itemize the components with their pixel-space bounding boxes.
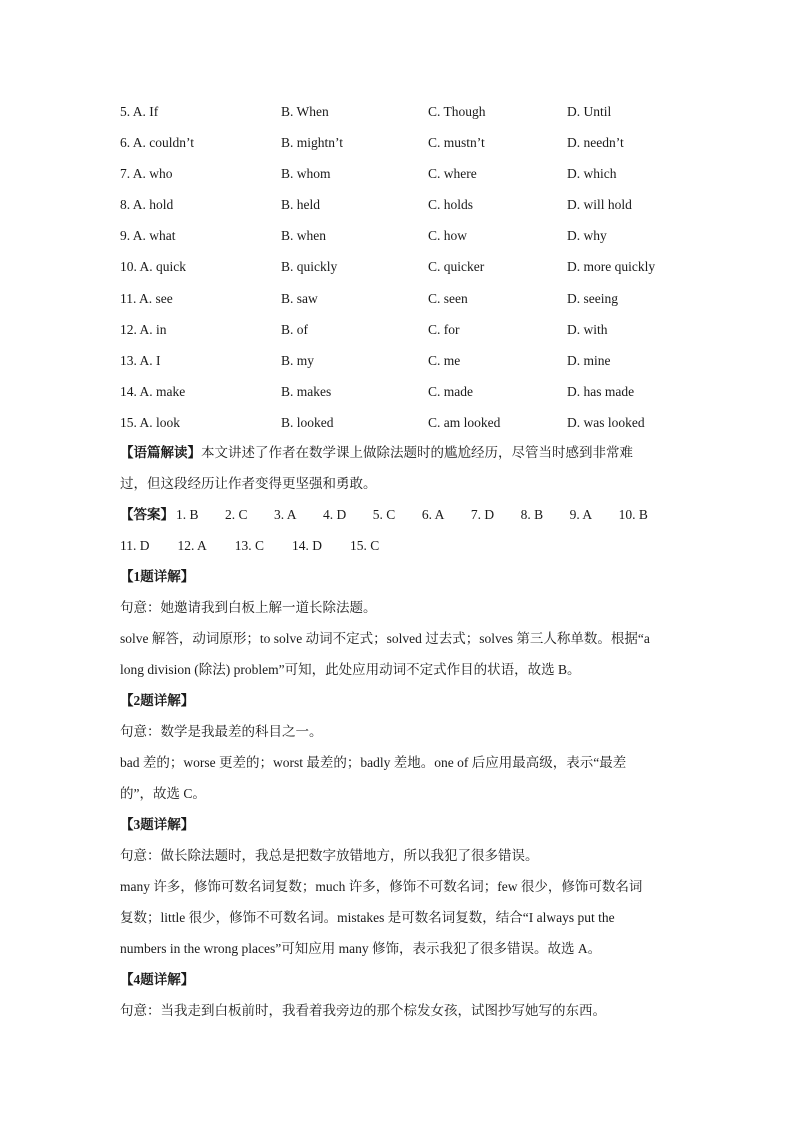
answer-item: 8. B [520, 507, 544, 522]
answer-item: 10. B [618, 507, 648, 522]
option-a: 6. A. couldn’t [120, 135, 194, 151]
explanation-3-line: numbers in the wrong places”可知应用 many 修饰，表示我犯了很多错误。故选 A。 [120, 941, 602, 956]
option-d: D. which [567, 166, 617, 182]
option-b: B. When [281, 104, 329, 119]
option-d: D. was looked [567, 414, 645, 430]
explanation-1-line: 句意：她邀请我到白板上解一道长除法题。 [120, 600, 377, 615]
explanation-3-line: 句意：做长除法题时，我总是把数字放错地方，所以我犯了很多错误。 [120, 848, 539, 863]
option-c: C. holds [428, 197, 474, 213]
option-b: B. mightn’t [281, 135, 344, 151]
option-d: D. has made [567, 383, 635, 399]
answer-item: 7. D [470, 507, 495, 522]
option-c: C. for [428, 321, 460, 337]
answer-item: 15. C [350, 538, 380, 553]
explanation-1-line: long division (除法) problem”可知，此处应用动词不定式作目的状语，故选 B。 [120, 662, 581, 677]
answer-item: 13. C [234, 538, 265, 553]
option-row-6 [120, 133, 680, 164]
answer-item: 12. A [177, 538, 207, 553]
option-c: C. how [428, 228, 468, 244]
option-row-15 [120, 413, 680, 444]
passage-line-2: 过，但这段经历让作者变得更坚强和勇敢。 [120, 476, 377, 491]
option-c: C. made [428, 383, 473, 399]
option-row-10 [120, 257, 680, 288]
option-b: B. saw [281, 290, 318, 306]
answer-item: 14. D [292, 538, 323, 553]
answer-item: 4. D [323, 507, 347, 522]
option-b: B. of [281, 321, 308, 337]
explanation-1-heading: 【1题详解】 [120, 569, 195, 584]
explanation-3-line: 复数；little 很少，修饰不可数名词。mistakes 是可数名词复数，结合“I always put the [120, 910, 615, 925]
option-row-11 [120, 289, 680, 320]
option-c: C. am looked [428, 414, 501, 430]
option-row-8 [120, 195, 680, 226]
option-a: 7. A. who [120, 166, 173, 182]
option-c: C. seen [428, 290, 468, 306]
option-b: B. whom [281, 166, 331, 182]
option-a: 12. A. in [120, 321, 167, 337]
option-d: D. will hold [567, 197, 632, 213]
answer-item: 1. B [176, 507, 199, 522]
option-a: 11. A. see [120, 290, 173, 306]
option-c: C. Though [428, 104, 486, 119]
explanation-1-line: solve 解答，动词原形；to solve 动词不定式；solved 过去式；solves 第三人称单数。根据“a [120, 631, 650, 646]
option-row-12 [120, 320, 680, 351]
option-b: B. looked [281, 414, 334, 430]
option-a: 14. A. make [120, 383, 186, 399]
option-a: 15. A. look [120, 414, 181, 430]
option-row-13 [120, 351, 680, 382]
option-b: B. when [281, 228, 326, 244]
explanation-3-line: many 许多，修饰可数名词复数；much 许多，修饰不可数名词；few 很少，修饰可数名词 [120, 879, 643, 894]
answer-heading: 【答案】 [120, 507, 174, 522]
answer-item: 11. D [120, 538, 150, 553]
option-row-7 [120, 164, 680, 195]
option-a: 10. A. quick [120, 259, 186, 275]
option-d: D. Until [567, 104, 612, 119]
option-b: B. my [281, 352, 315, 368]
option-c: C. quicker [428, 259, 485, 275]
option-d: D. mine [567, 352, 611, 368]
explanation-2-line: 句意：数学是我最差的科目之一。 [120, 724, 323, 739]
explanation-2-line: bad 差的；worse 更差的；worst 最差的；badly 差地。one of 后应用最高级，表示“最差 [120, 755, 627, 770]
option-row-5 [120, 102, 680, 133]
option-b: B. quickly [281, 259, 338, 275]
option-c: C. mustn’t [428, 135, 485, 151]
option-b: B. held [281, 197, 320, 213]
passage-line-1 [120, 442, 680, 473]
answer-line-2 [120, 535, 680, 566]
passage-heading: 【语篇解读】 [120, 445, 201, 460]
answer-item: 2. C [225, 507, 248, 522]
answer-line-1 [120, 504, 680, 535]
explanation-4-line: 句意：当我走到白板前时，我看着我旁边的那个棕发女孩，试图抄写她写的东西。 [120, 1003, 606, 1018]
explanation-4-heading: 【4题详解】 [120, 972, 195, 987]
option-a: 9. A. what [120, 228, 176, 244]
option-d: D. seeing [567, 290, 618, 306]
option-row-14 [120, 382, 680, 413]
answer-item: 6. A [421, 507, 445, 522]
option-d: D. with [567, 321, 608, 337]
option-d: D. why [567, 228, 607, 244]
options-table [120, 102, 680, 444]
answer-item: 3. A [274, 507, 297, 522]
option-row-9 [120, 226, 680, 257]
option-c: C. me [428, 352, 461, 368]
explanation-2-line: 的”，故选 C。 [120, 786, 206, 801]
explanation-2-heading: 【2题详解】 [120, 693, 195, 708]
answer-item: 5. C [372, 507, 396, 522]
option-a: 13. A. I [120, 352, 161, 368]
option-d: D. needn’t [567, 135, 624, 151]
option-d: D. more quickly [567, 259, 656, 275]
option-c: C. where [428, 166, 477, 182]
option-b: B. makes [281, 383, 332, 399]
passage-text: 本文讲述了作者在数学课上做除法题时的尴尬经历，尽管当时感到非常难 [201, 445, 633, 460]
option-a: 5. A. If [120, 104, 159, 119]
solution-text [120, 442, 680, 1031]
answer-item: 9. A [569, 507, 593, 522]
option-a: 8. A. hold [120, 197, 174, 213]
explanation-3-heading: 【3题详解】 [120, 817, 195, 832]
